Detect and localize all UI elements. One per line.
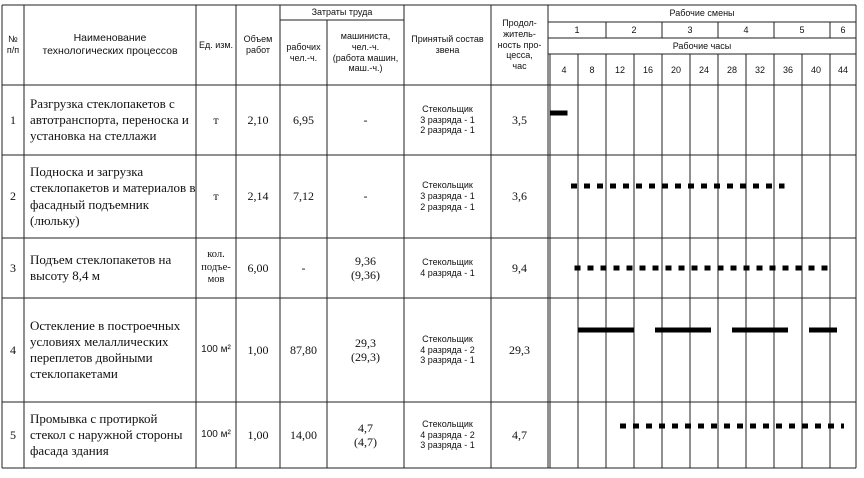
row-unit: 100 м² <box>201 344 231 355</box>
row-num: 3 <box>10 260 16 275</box>
shift-number: 3 <box>687 24 693 35</box>
row-volume: 2,10 <box>247 112 269 127</box>
hour-label: 4 <box>561 65 567 76</box>
row-num: 1 <box>10 112 16 127</box>
shift-number: 4 <box>743 24 749 35</box>
hour-label: 20 <box>670 65 681 76</box>
row-unit: т <box>213 189 219 204</box>
row-num: 4 <box>10 342 16 357</box>
row-process: Разгрузка стеклопакетов с автотранспорта, переноска и установка на стеллажи <box>30 95 189 144</box>
hour-label: 40 <box>810 65 821 76</box>
row-crew: Стекольщик 3 разряда - 1 2 разряда - 1 <box>420 180 475 212</box>
row-workers: 14,00 <box>290 427 317 442</box>
header-workers: рабочих чел.-ч. <box>286 41 321 63</box>
header-volume: Объем работ <box>243 34 273 55</box>
row-process: Остекление в построечных условиях мелаллических переплетов двойными стеклопакетами <box>30 317 181 382</box>
row-volume: 1,00 <box>247 342 269 357</box>
row-machinist: - <box>363 112 368 127</box>
row-unit: 100 м² <box>201 429 231 440</box>
row-unit: т <box>213 112 219 127</box>
shift-number: 1 <box>574 24 580 35</box>
row-duration: 9,4 <box>512 260 527 275</box>
row-process: Промывка с протиркой стекол с наружной стороны фасада здания <box>30 410 183 459</box>
hour-label: 36 <box>782 65 793 76</box>
row-crew: Стекольщик 4 разряда - 2 3 разряда - 1 <box>420 418 475 451</box>
row-num: 2 <box>10 189 16 204</box>
header-process: Наименование технологических процессов <box>42 32 178 57</box>
row-duration: 3,6 <box>512 189 527 204</box>
header-duration: Продол- житель- ность про- цесса, час <box>497 18 542 72</box>
row-crew: Стекольщик 3 разряда - 1 2 разряда - 1 <box>420 103 475 136</box>
row-workers: - <box>301 260 306 275</box>
row-duration: 29,3 <box>509 342 530 357</box>
row-volume: 2,14 <box>247 189 269 204</box>
header-labor-costs: Затраты труда <box>311 7 373 18</box>
row-unit: кол. подъе- мов <box>201 249 231 286</box>
row-machinist: 9,36 (9,36) <box>351 253 380 282</box>
row-duration: 3,5 <box>512 112 527 127</box>
header-shifts: Рабочие смены <box>669 8 735 19</box>
shift-number: 6 <box>840 24 846 35</box>
row-crew: Стекольщик 4 разряда - 2 3 разряда - 1 <box>420 333 475 366</box>
header-num: № п/п <box>6 34 20 55</box>
row-volume: 1,00 <box>247 427 269 442</box>
header-crew: Принятый состав звена <box>411 34 484 55</box>
header-unit: Ед. изм. <box>198 39 234 50</box>
header-machinist: машиниста, чел.-ч. (работа машин, маш.-ч.) <box>332 30 399 74</box>
shift-number: 2 <box>631 24 637 35</box>
row-machinist: - <box>363 189 368 204</box>
row-duration: 4,7 <box>512 427 527 442</box>
header-hours: Рабочие часы <box>672 40 732 51</box>
row-machinist: 4,7 (4,7) <box>354 420 377 449</box>
hour-label: 12 <box>614 65 625 76</box>
row-machinist: 29,3 (29,3) <box>351 335 380 364</box>
hour-label: 8 <box>589 65 595 76</box>
hour-label: 44 <box>837 65 848 76</box>
row-crew: Стекольщик 4 разряда - 1 <box>420 257 475 278</box>
hour-label: 24 <box>698 65 709 76</box>
row-process: Подноска и загрузка стеклопакетов и материалов в фасадный подъемник (люльку) <box>30 164 196 228</box>
hour-label: 16 <box>642 65 653 76</box>
hour-label: 28 <box>726 65 737 76</box>
row-volume: 6,00 <box>247 260 269 275</box>
row-workers: 87,80 <box>290 342 317 357</box>
row-process: Подъем стеклопакетов на высоту 8,4 м <box>30 251 172 283</box>
shift-number: 5 <box>799 24 805 35</box>
row-num: 5 <box>10 427 16 442</box>
hour-label: 32 <box>754 65 765 76</box>
row-workers: 6,95 <box>293 112 314 127</box>
row-workers: 7,12 <box>293 189 314 204</box>
